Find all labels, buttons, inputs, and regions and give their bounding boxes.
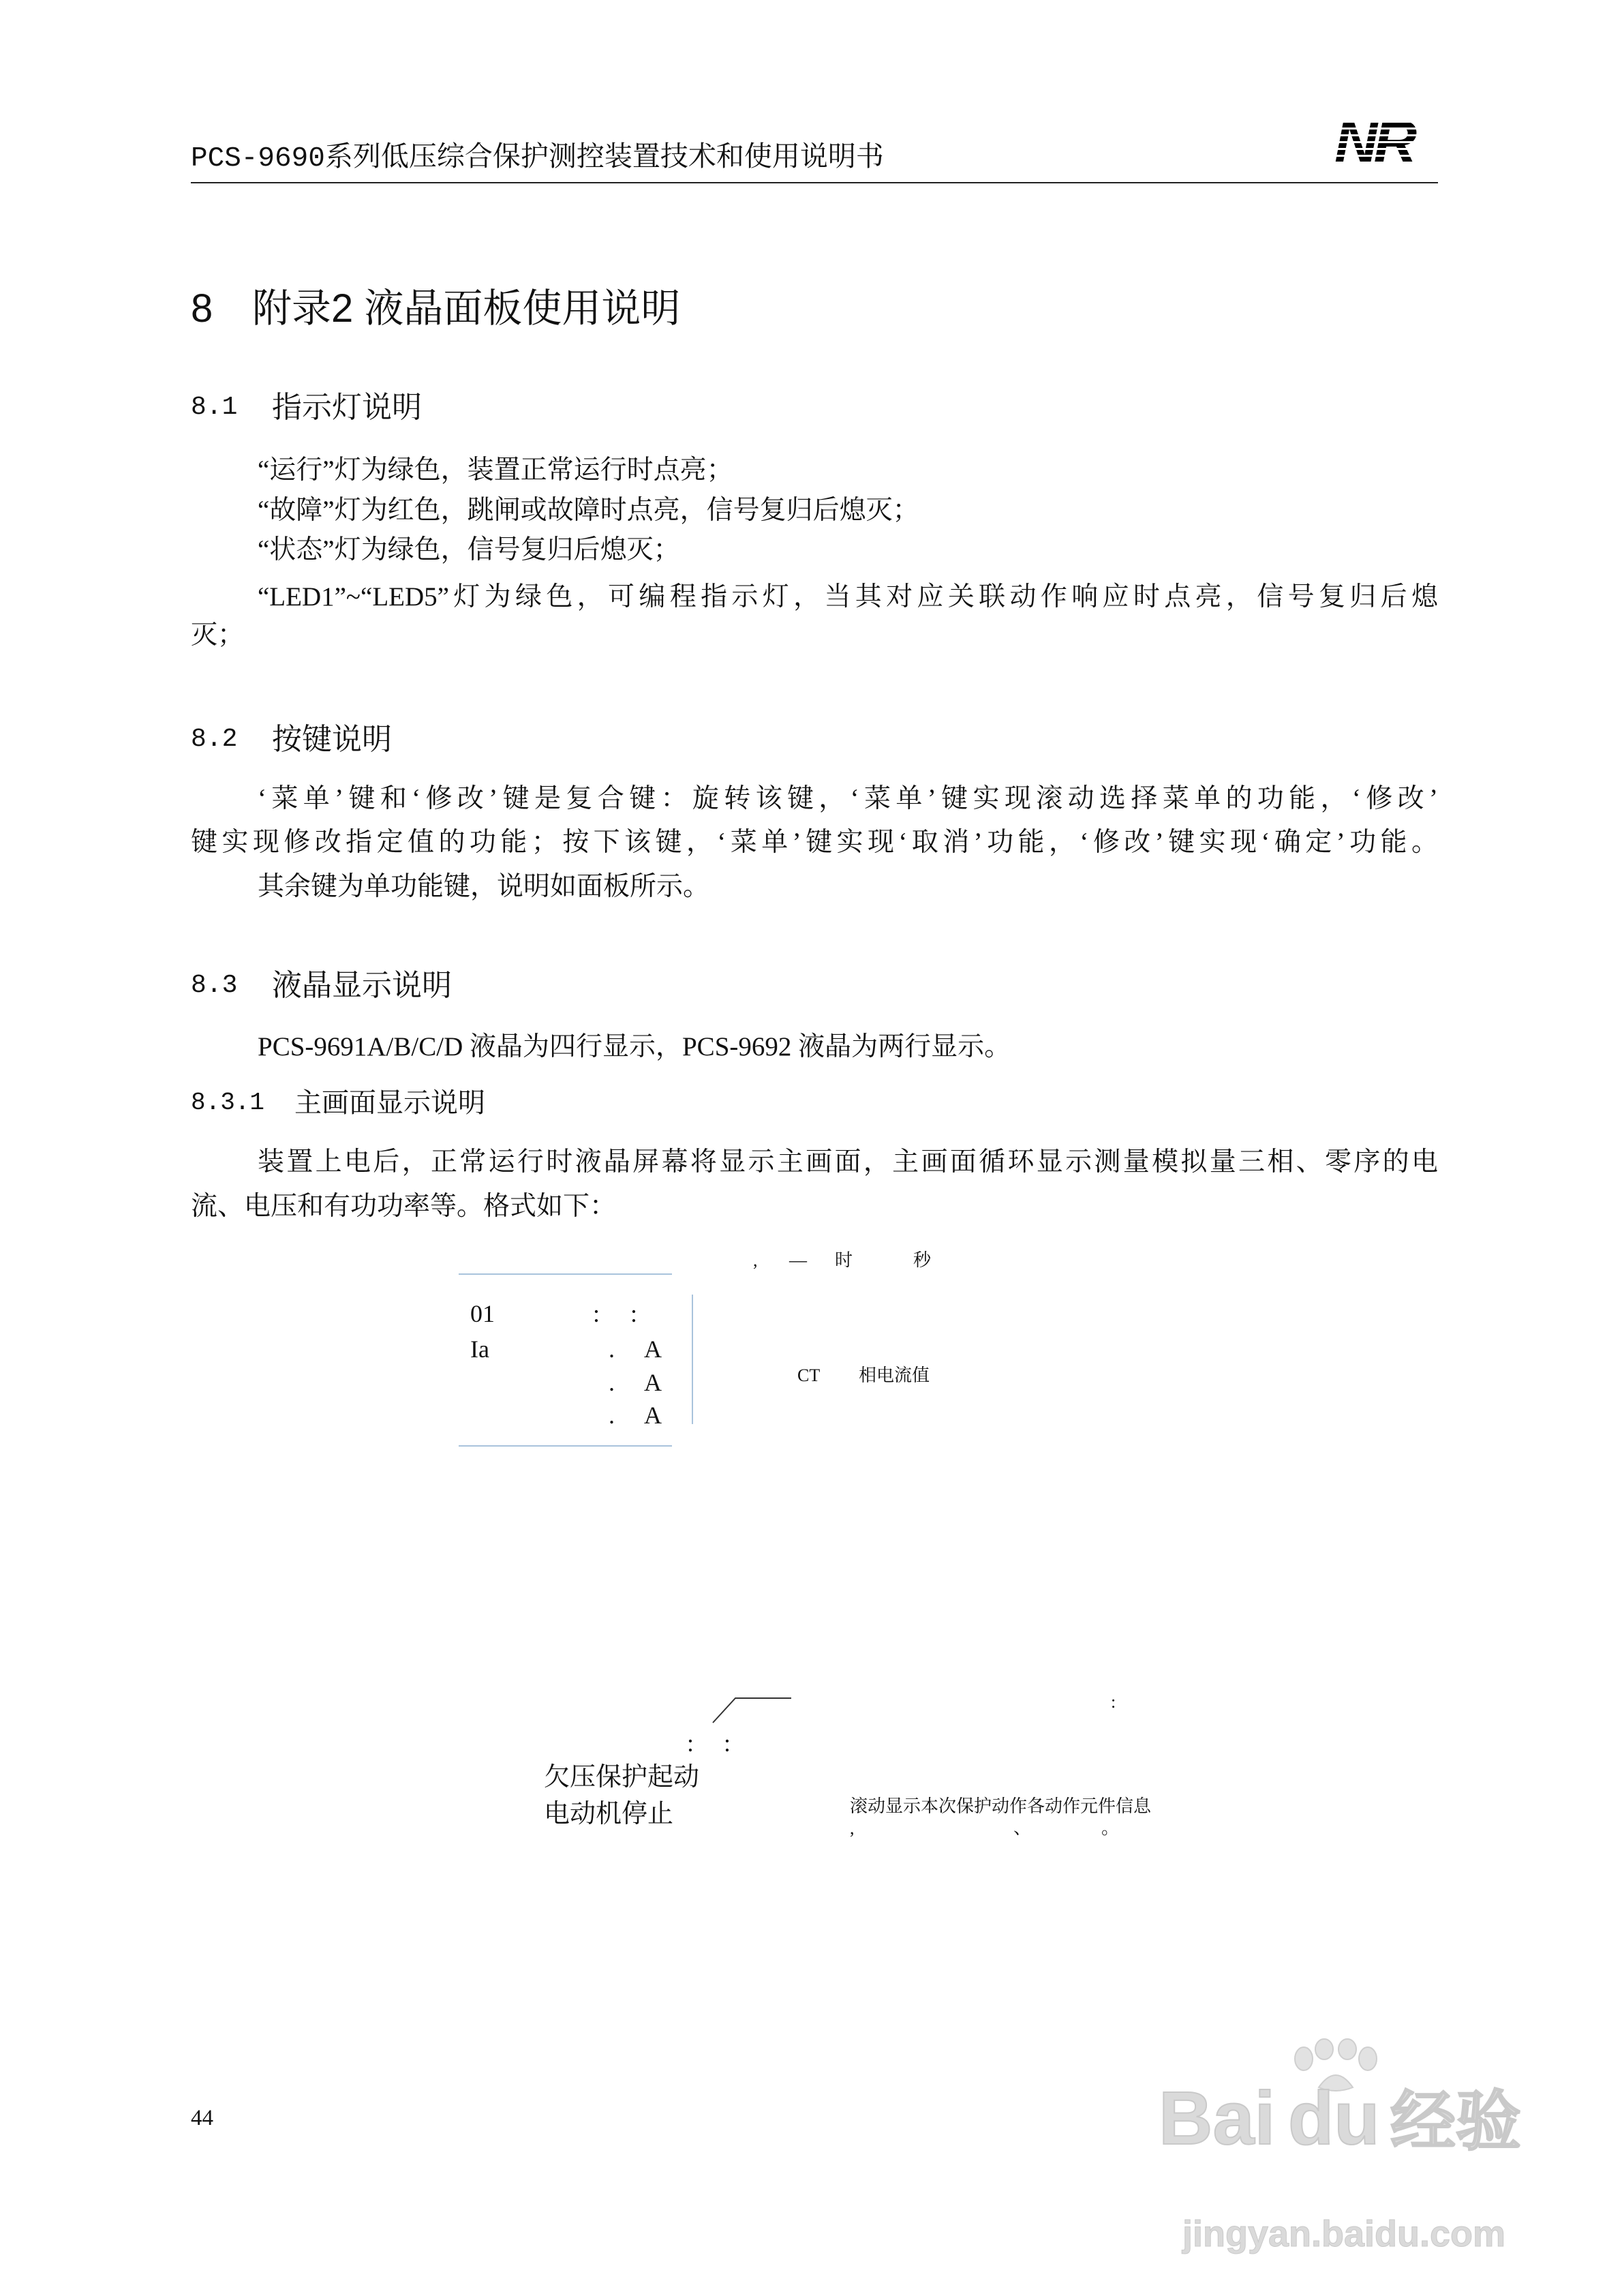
paragraph-line: 键实现修改指定值的功能；按下该键，‘菜单’键实现‘取消’功能，‘修改’键实现‘确定’功能。 bbox=[191, 828, 1438, 857]
event-top-colon: : bbox=[1111, 1692, 1116, 1712]
event-line: 电动机停止 bbox=[544, 1800, 674, 1828]
time-annotation-dash: — bbox=[789, 1250, 807, 1270]
section-8-3-number: 8.3 bbox=[191, 971, 238, 1000]
watermark-brand-left: Bai bbox=[1159, 2076, 1276, 2160]
lcd-row3-dot: . bbox=[609, 1369, 615, 1396]
watermark-url: jingyan.baidu.com bbox=[1182, 2214, 1506, 2254]
lcd-row2-unit: A bbox=[644, 1335, 662, 1363]
event-line: 欠压保护起动 bbox=[544, 1763, 700, 1792]
lcd-row2-label: Ia bbox=[470, 1335, 489, 1363]
ct-annotation-prefix: CT bbox=[797, 1365, 821, 1385]
time-annotation-hour: 时 bbox=[835, 1250, 853, 1270]
header-rule bbox=[191, 182, 1438, 183]
nr-logo: NR bbox=[1334, 109, 1443, 174]
paragraph-line: PCS-9691A/B/C/D 液晶为四行显示，PCS-9692 液晶为两行显示。 bbox=[258, 1032, 1011, 1061]
section-8-1-title: 指示灯说明 bbox=[272, 391, 422, 424]
chapter-number: 8 bbox=[191, 286, 213, 331]
lcd-top-border bbox=[459, 1273, 672, 1275]
ct-annotation-label: 相电流值 bbox=[859, 1365, 930, 1385]
watermark-label: 经验 bbox=[1390, 2085, 1521, 2158]
paragraph-line: “运行”灯为绿色，装置正常运行时点亮； bbox=[258, 455, 733, 485]
event-annotation-mark: 。 bbox=[1101, 1818, 1120, 1838]
event-time-colon: : bbox=[724, 1729, 731, 1757]
paragraph-line: 灭； bbox=[191, 620, 245, 650]
event-annotation-mark: 、 bbox=[1013, 1818, 1032, 1838]
pointer-line bbox=[709, 1694, 794, 1725]
paragraph-line: 装置上电后，正常运行时液晶屏幕将显示主画面，主画面循环显示测量模拟量三相、零序的电 bbox=[258, 1147, 1438, 1177]
section-8-3-title: 液晶显示说明 bbox=[272, 969, 452, 1002]
time-annotation-comma: , bbox=[753, 1250, 758, 1270]
paragraph-line: “LED1”~“LED5”灯为绿色，可编程指示灯，当其对应关联动作响应时点亮，信号复归后熄 bbox=[258, 582, 1438, 611]
lcd-row3-unit: A bbox=[644, 1369, 662, 1396]
lcd-row2-dot: . bbox=[609, 1335, 615, 1363]
lcd-row4-unit: A bbox=[644, 1402, 662, 1429]
event-time-colon: : bbox=[687, 1729, 694, 1757]
paragraph-line: “状态”灯为绿色，信号复归后熄灭； bbox=[258, 535, 680, 564]
event-annotation-mark: , bbox=[850, 1818, 855, 1838]
section-8-2-title: 按键说明 bbox=[272, 723, 392, 756]
lcd-right-border bbox=[692, 1295, 693, 1424]
section-8-1-number: 8.1 bbox=[191, 393, 238, 422]
paragraph-line: 流、电压和有功功率等。格式如下： bbox=[191, 1192, 617, 1221]
page-number: 44 bbox=[191, 2106, 213, 2130]
lcd-row1-colon: : bbox=[630, 1300, 638, 1327]
watermark-brand-right: du bbox=[1288, 2076, 1380, 2160]
section-8-3-1-title: 主画面显示说明 bbox=[294, 1088, 485, 1118]
section-8-3-1-number: 8.3.1 bbox=[191, 1089, 265, 1117]
section-8-2-number: 8.2 bbox=[191, 725, 238, 754]
paragraph-line: ‘菜单’键和‘修改’键是复合键：旋转该键，‘菜单’键实现滚动选择菜单的功能，‘修改’ bbox=[258, 784, 1438, 813]
chapter-title: 附录2 液晶面板使用说明 bbox=[252, 286, 681, 331]
lcd-row1-label: 01 bbox=[470, 1300, 495, 1327]
time-annotation-second: 秒 bbox=[913, 1250, 932, 1270]
lcd-row1-colon: : bbox=[593, 1300, 600, 1327]
document-header-title: PCS-9690系列低压综合保护测控装置技术和使用说明书 bbox=[191, 143, 884, 175]
paragraph-line: 其余键为单功能键，说明如面板所示。 bbox=[258, 872, 710, 901]
paragraph-line: “故障”灯为红色，跳闸或故障时点亮，信号复归后熄灭； bbox=[258, 496, 919, 525]
lcd-bottom-border bbox=[459, 1445, 672, 1447]
event-annotation: 滚动显示本次保护动作各动作元件信息 bbox=[850, 1796, 1152, 1816]
lcd-row4-dot: . bbox=[609, 1402, 615, 1429]
